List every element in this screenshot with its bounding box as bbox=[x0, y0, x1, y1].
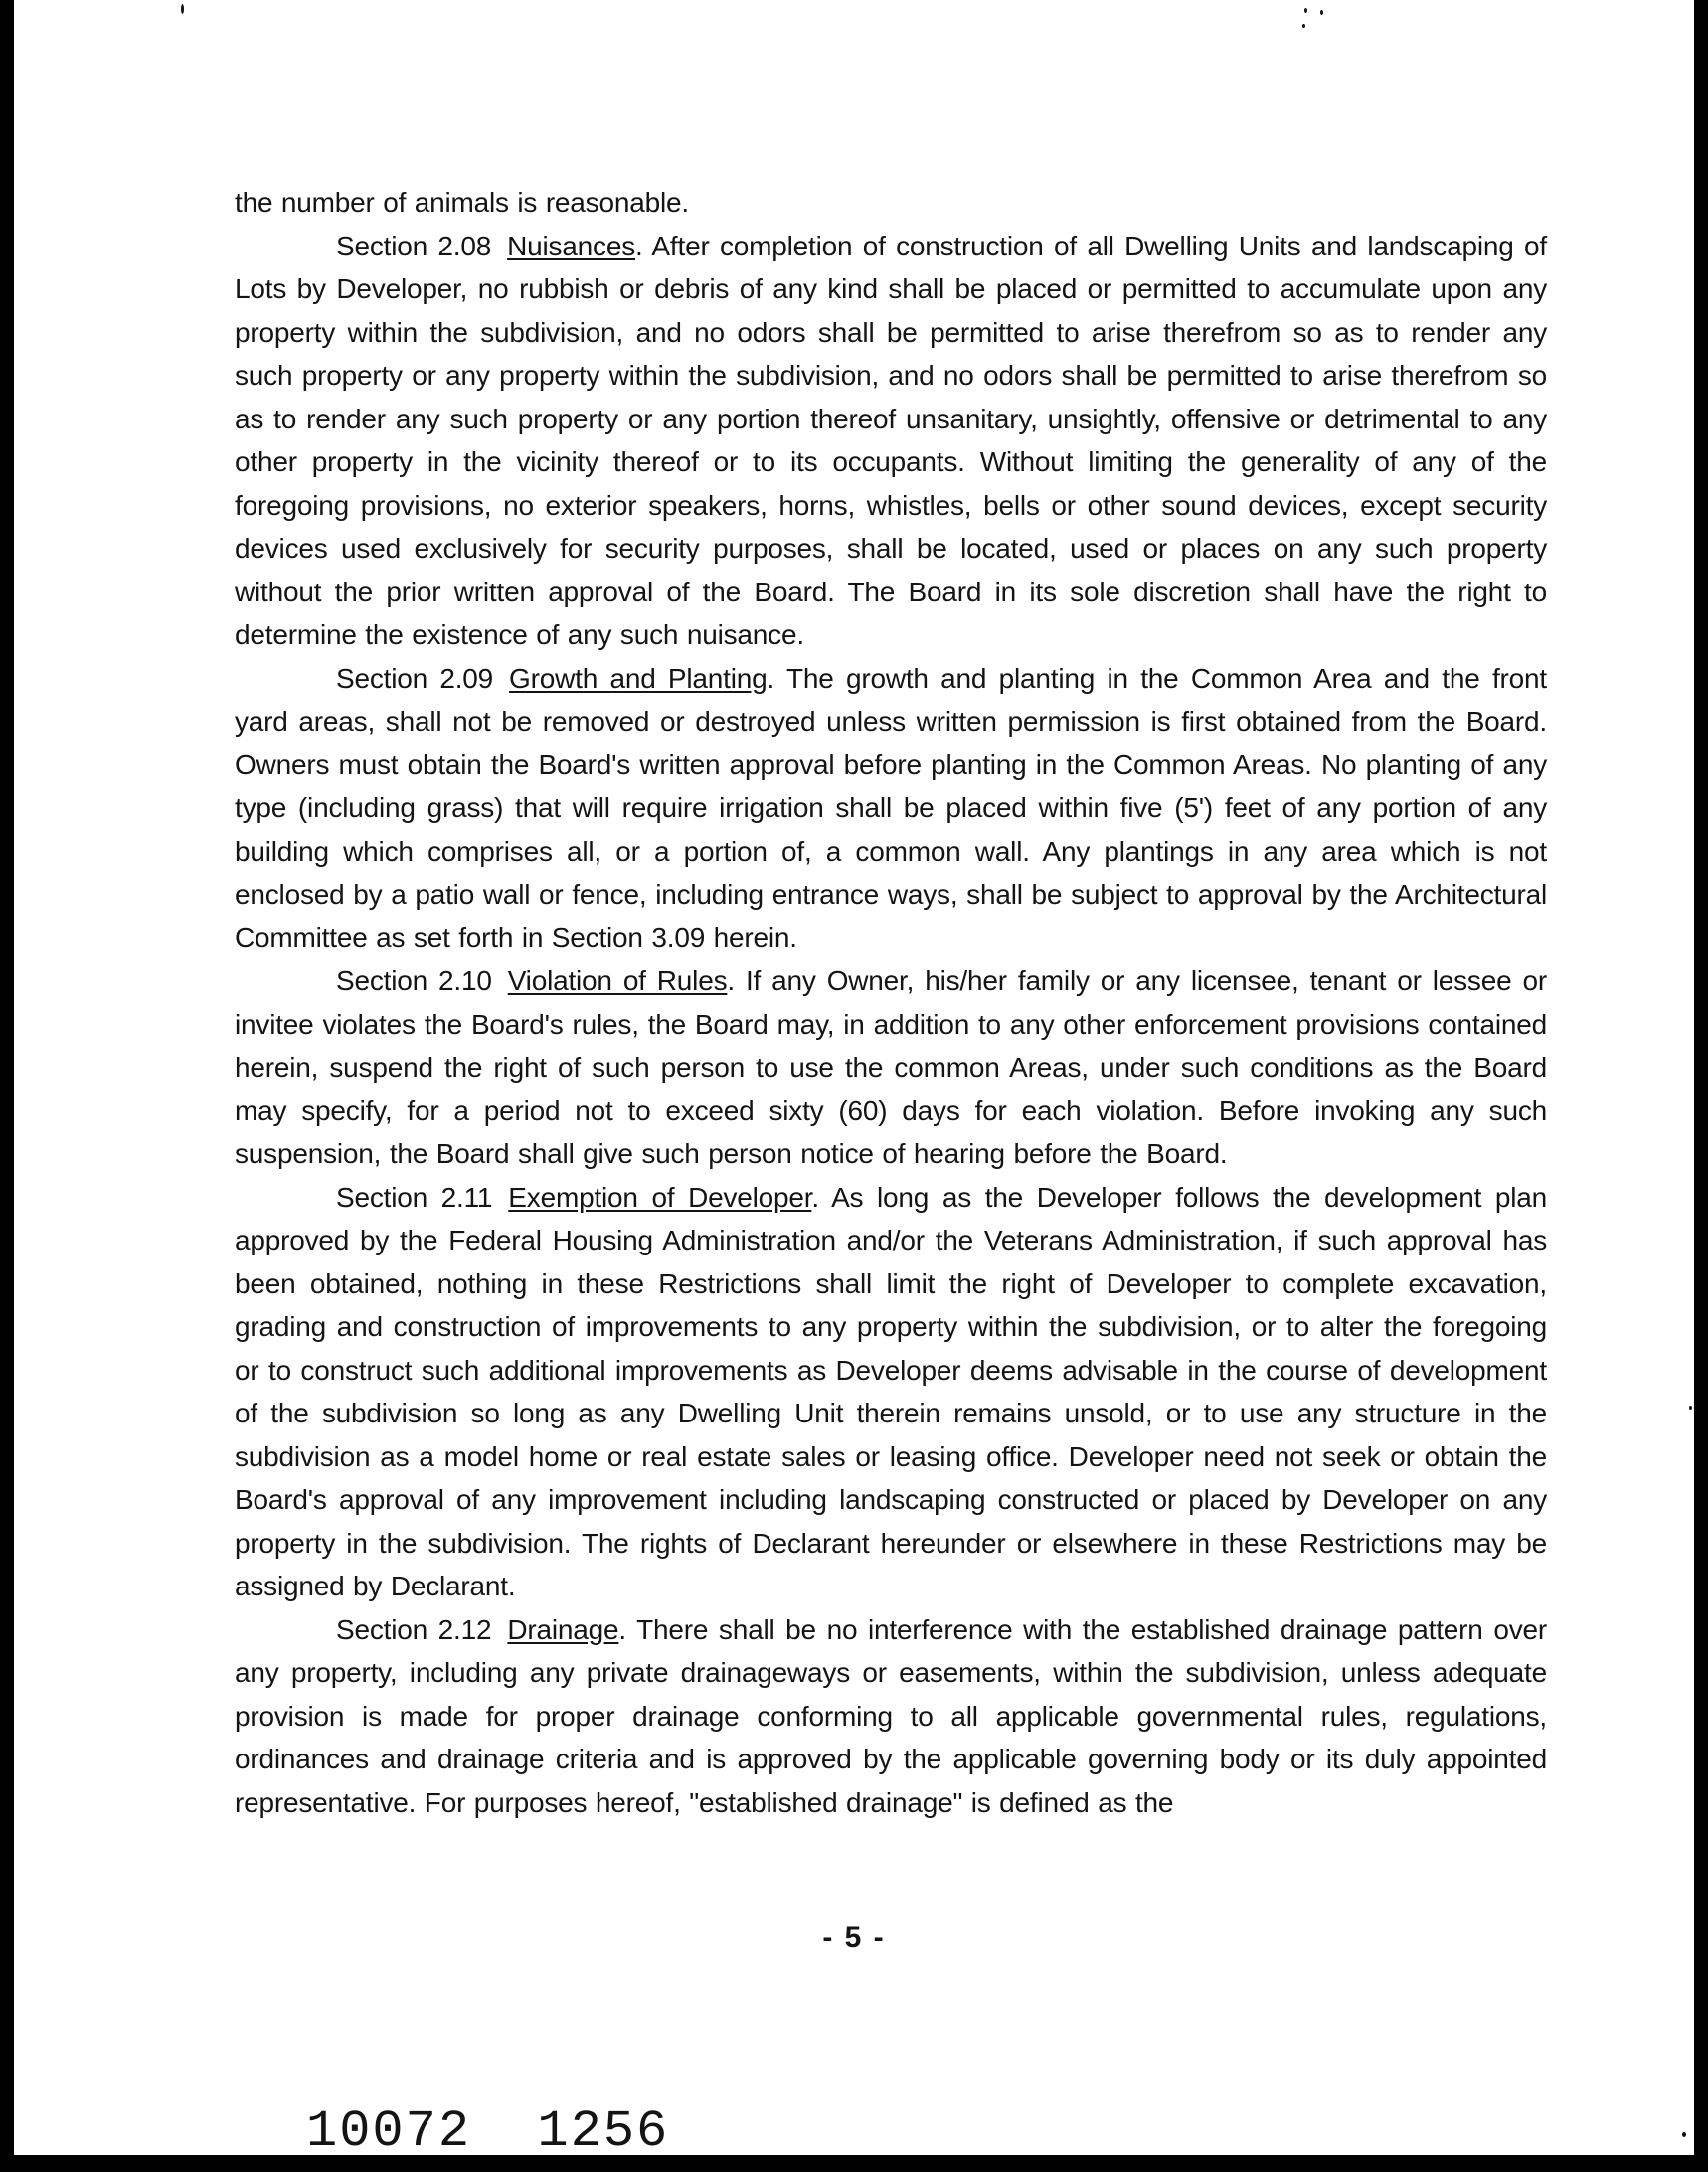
scan-speck bbox=[1302, 24, 1305, 28]
section-title: Nuisances bbox=[507, 230, 636, 261]
section-number: Section 2.08 bbox=[336, 230, 492, 261]
section-2-08-paragraph bbox=[235, 225, 1547, 657]
section-2-09-paragraph bbox=[235, 657, 1547, 960]
section-number: Section 2.12 bbox=[336, 1613, 492, 1645]
document-body bbox=[235, 181, 1547, 1824]
scan-speck bbox=[1689, 1406, 1692, 1410]
scan-speck bbox=[1304, 8, 1307, 13]
section-text: . As long as the Developer follows the development plan approved by the Federal Housing Administration and/or the Veterans Administration, if such approval has been obtained, nothing in these Restrictions shall limit the right of Developer to complete excavation, grading and construction of improvements to any property within the subdivision, or to alter the foregoing or to construct such additional improvements as Developer deems advisable in the course of development of the subdivision so long as any Dwelling Unit therein remains unsold, or to use any structure in the subdivision as a model home or real estate sales or leasing office. Developer need not seek or obtain the Board's approval of any improvement including landscaping constructed or placed by Developer on any property in the subdivision. The rights of Declarant hereunder or elsewhere in these Restrictions may be assigned by Declarant. bbox=[235, 1181, 1547, 1601]
section-title: Exemption of Developer bbox=[508, 1181, 812, 1213]
section-title: Growth and Planting bbox=[509, 662, 768, 694]
continuation-paragraph: the number of animals is reasonable. bbox=[235, 187, 689, 218]
section-2-10-paragraph bbox=[235, 959, 1547, 1176]
section-text: . If any Owner, his/her family or any licensee, tenant or lessee or invitee violates the Board's rules, the Board may, in addition to any other enforcement provisions contained herein, suspend the right of such person to use the common Areas, under such conditions as the Board may specify, for a period not to exceed sixty (60) days for each violation. Before invoking any such suspension, the Board shall give such person notice of hearing before the Board. bbox=[235, 965, 1547, 1169]
section-title: Drainage bbox=[507, 1613, 619, 1645]
document-page bbox=[14, 0, 1694, 2161]
section-text: . After completion of construction of all Dwelling Units and landscaping of Lots by Developer, no rubbish or debris of any kind shall be placed or permitted to accumulate upon any property within the subdivision, and no odors shall be permitted to arise therefrom so as to render any such property or any property within the subdivision, and no odors shall be permitted to arise therefrom so as to render any such property or any portion thereof unsanitary, unsightly, offensive or detrimental to any other property in the vicinity thereof or to its occupants. Without limiting the generality of any of the foregoing provisions, no exterior speakers, horns, whistles, bells or other sound devices, except security devices used exclusively for security purposes, shall be located, used or places on any such property without the prior written approval of the Board. The Board in its sole discretion shall have the right to determine the existence of any such nuisance. bbox=[235, 230, 1547, 650]
scan-speck bbox=[181, 4, 184, 14]
section-number: Section 2.09 bbox=[336, 662, 494, 694]
section-text: . There shall be no interference with the established drainage pattern over any property, including any private drainageways or easements, within the subdivision, unless adequate provision is made for proper drainage conforming to all applicable governmental rules, regulations, ordinances and drainage criteria and is approved by the applicable governing body or its duly appointed representative. For purposes hereof, "established drainage" is defined as the bbox=[235, 1613, 1547, 1818]
section-2-12-paragraph bbox=[235, 1608, 1547, 1825]
page-number: - 5 - bbox=[822, 1921, 886, 1954]
section-number: Section 2.10 bbox=[336, 965, 492, 996]
section-2-11-paragraph bbox=[235, 1176, 1547, 1608]
section-text: . The growth and planting in the Common Area and the front yard areas, shall not be removed or destroyed unless written permission is first obtained from the Board. Owners must obtain the Board's written approval before planting in the Common Areas. No planting of any type (including grass) that will require irrigation shall be placed within five (5') feet of any portion of any building which comprises all, or a portion of, a common wall. Any plantings in any area which is not enclosed by a patio wall or fence, including entrance ways, shall be subject to approval by the Architectural Committee as set forth in Section 3.09 herein. bbox=[235, 662, 1547, 953]
scan-speck bbox=[1682, 2132, 1686, 2137]
section-number: Section 2.11 bbox=[336, 1181, 493, 1213]
handwritten-record-number: 10072 1256 bbox=[306, 2102, 670, 2161]
scan-speck bbox=[1320, 10, 1323, 15]
section-title: Violation of Rules bbox=[507, 965, 728, 996]
